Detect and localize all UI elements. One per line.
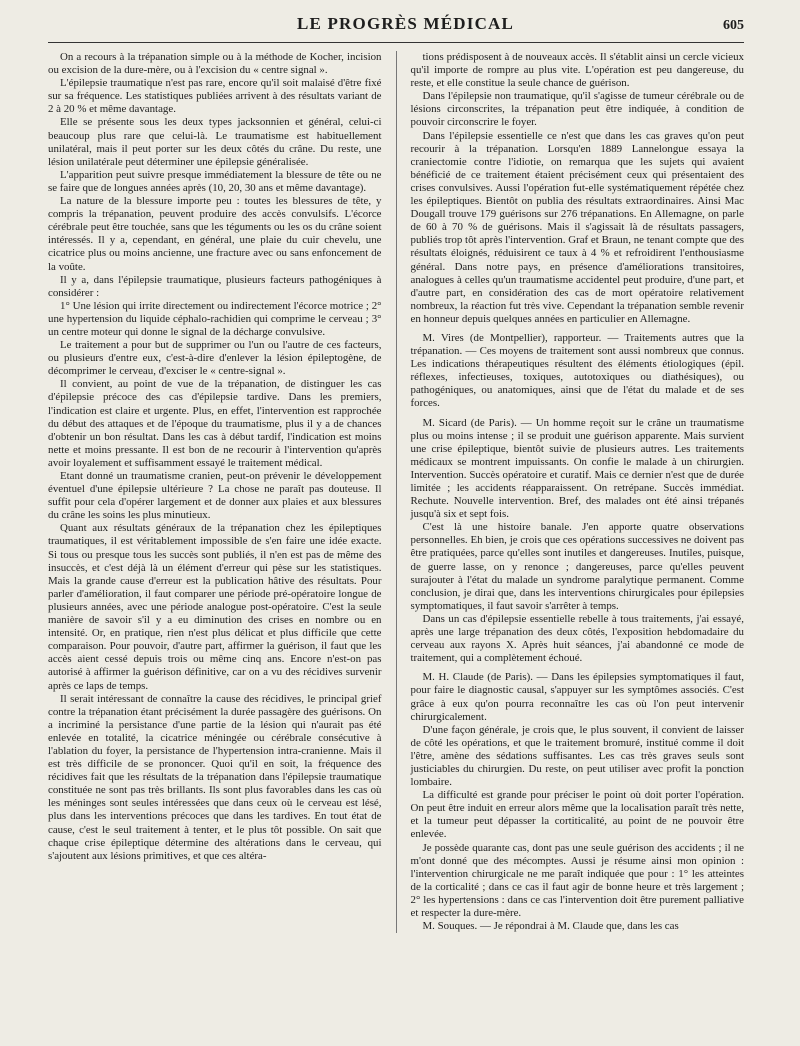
running-header [48, 14, 744, 43]
right-column [411, 51, 745, 933]
paragraph: M. Souques. — Je répondrai à M. Claude que, dans les cas [422, 920, 679, 933]
paragraph: Il serait intéressant de connaître la cause des récidives, le principal grief contre la trépanation étant précisément la durée passagère des guérisons. On a incriminé la persistance d'une partie de la lésion qui n'aurait pas été enlevée en totalité, la cicatrice méningée ou cérébrale consécutive à l'ablation du foyer, la persistance de l'hypertension intra-cranienne. Mais il est très difficile de se prononcer. Quoi qu'il en soit, la fréquence des récidives fait que les résultats de la trépanation dans l'épilepsie traumatique constituée ne sont pas très brillants. Ils sont plus favorables dans les cas où les méninges sont seules intéressées que dans ceux où le cerveau est lésé, plus dans les interventions précoces que dans les tardives. En tout état de cause, c'est le seul traitement à tenter, et le plus tôt possible. On sait que chaque crise épileptique détermine des altérations dans le cerveau, qui s'ajoutent aux lésions primitives, et que ces altéra- [48, 692, 382, 862]
paragraph: Le traitement a pour but de supprimer ou l'un ou l'autre de ces facteurs, ou plusieurs d'entre eux, c'est-à-dire d'enlever la lésion épileptogène, de décomprimer le cerveau, d'exciser le « centre-signal ». [48, 339, 382, 378]
paragraph: tions prédisposent à de nouveaux accès. Il s'établit ainsi un cercle vicieux qu'il importe de rompre au plus vite. L'opération est peu dangereuse, du reste, et elle constitue la seule chance de guérison. [410, 51, 744, 90]
paragraph: Je possède quarante cas, dont pas une seule guérison des accidents ; il ne m'ont donné que des mécomptes. Aussi je résume ainsi mon opinion : l'intervention chirurgicale ne me paraît indiquée que pour : 1° les atteintes de la corticalité ; dans ce cas il faut agir de bonne heure et très largement ; 2° les hypertensions : dans ce cas l'intervention doit être purement palliative et respecter la dure-mère. [410, 841, 744, 919]
paragraph: M. Sicard (de Paris). — Un homme reçoit sur le crâne un traumatisme plus ou moins intense ; il se produit une guérison apparente. Mais survient une crise épileptique, bientôt suivie de plusieurs autres. Les traitements médicaux se montrent impuissants. On confie le malade à un chirurgien. Intervention. Succès opératoire et curatif. Mais ce dernier n'est que de durée limitée ; les accidents réapparaissent. On retrépane. Succès immédiat. Rechute. Nouvelle intervention. Bref, des malades ont été ainsi trépanés jusqu'à six et sept fois. [410, 416, 744, 521]
paragraph: Dans l'épilepsie non traumatique, qu'il s'agisse de tumeur cérébrale ou de lésions circonscrites, la trépanation peut être indiquée, à condition de pouvoir circonscrire le foyer. [410, 90, 744, 129]
paragraph: M. Vires (de Montpellier), rapporteur. — Traitements autres que la trépanation. — Ces moyens de traitement sont aussi nombreux que connus. Les indications thérapeutiques résultent des éléments étiologiques (épil. réflexes, infectieuses, toxiques, autotoxiques ou diathésiques), ou pathogéniques, ou anatomiques, ainsi que de l'état du malade et de ses forces. [410, 331, 744, 410]
paragraph: Quant aux résultats généraux de la trépanation chez les épileptiques traumatiques, il est véritablement impossible de s'en faire une idée exacte. Si tous ou presque tous les succès sont publiés, il n'en est pas de même des insuccès, et c'est déjà là un élément d'erreur qui pèse sur les statistiques. Mais la grande cause d'erreur est la publication hâtive des résultats. Pour parler d'amélioration, il faut comparer une période pré-opératoire longue de plusieurs années, avec une période analogue post-opératoire. C'est la seule manière de savoir s'il y a eu diminution des crises en nombre ou en intensité. Or, en pratique, rien n'est plus délicat et plus difficile que cette comparaison. Pour pouvoir, d'autre part, affirmer la guérison, il faut que les accès aient cessé depuis trois ou même cinq ans. Encore n'est-on pas autorisé à affirmer la guérison définitive, car on a vu des récidives survenir après ce laps de temps. [48, 522, 382, 692]
paragraph: Dans l'épilepsie essentielle ce n'est que dans les cas graves qu'on peut recourir à la trépanation. Lorsqu'en 1889 Lannelongue essaya la craniectomie contre l'idiotie, on remarqua que les sujets qui avaient bénéficié de ce traitement étaient précisément ceux qui présentaient des crises convulsives. Aussi l'opération fut-elle systématiquement répétée chez les épileptiques. Bientôt on publia des résultats extraordinaires. Ainsi Mac Dougall trouve 179 guérisons sur 276 trépanations. En Allemagne, on parle de 60 à 70 % de guérisons. Mais il s'agissait là de résultats passagers, publiés trop tôt après l'intervention. Graf et Braun, ne tenant compte que des résultats éloignés, réduisirent ce taux à 4 % et refroidirent l'enthousiasme général. Dans notre pays, en présence d'améliorations transitoires, analogues à celles qu'un traumatisme accidentel peut produire, d'une part, et d'autre part, en considération des cas de mort opératoire relativement nombreux, la réaction fut très vive. Cependant la trépanation semble revenir en honneur depuis quelques années en particulier en Allemagne. [410, 129, 744, 325]
paragraph: L'épilepsie traumatique n'est pas rare, encore qu'il soit malaisé d'être fixé sur sa fréquence. Les statistiques publiées arrivent à des résultats variant de 2 à 20 % et même davantage. [48, 77, 382, 116]
paragraph: Etant donné un traumatisme cranien, peut-on prévenir le développement éventuel d'une épilepsie ultérieure ? La chose ne paraît pas douteuse. Il suffit pour cela d'opérer largement et de donner aux plaies et aux blessures du crâne les soins les plus minutieux. [48, 470, 382, 522]
paragraph: Il convient, au point de vue de la trépanation, de distinguer les cas d'épilepsie précoce des cas d'épilepsie tardive. Dans les premiers, l'indication est claire et urgente. Plus, en effet, l'intervention est rapprochée du début des attaques et de l'époque du traumatisme, plus il y a de chances d'obtenir un bon résultat. Dans les cas à début tardif, l'indication est moins nette et moins pressante. Il est bon de ne recourir à l'intervention qu'après avoir loyalement et suffisamment essayé le traitement médical. [48, 378, 382, 469]
paragraph: Dans un cas d'épilepsie essentielle rebelle à tous traitements, j'ai essayé, après une large trépanation des deux côtés, l'exposition hebdomadaire du cerveau aux rayons X. Après huit séances, j'ai abandonné ce mode de traitement, qui a complètement échoué. [410, 612, 744, 665]
paragraph: C'est là une histoire banale. J'en apporte quatre observations personnelles. Eh bien, je crois que ces opérations successives ne doivent pas être pratiquées, parce qu'elles sont inutiles et dangereuses. Inutiles, puisque, de guerre lasse, on y renonce ; dangereuses, parce qu'elles peuvent surajouter à l'état du malade un syndrome paralytique permanent. Comme conclusion, je dirai que, dans les interventions chirurgicales pour épilepsies symptomatiques, il faut savoir s'arrêter à temps. [410, 521, 744, 612]
column-divider [396, 51, 397, 933]
paragraph: M. H. Claude (de Paris). — Dans les épilepsies symptomatiques il faut, pour faire le diagnostic causal, s'appuyer sur les symptômes associés. C'est grâce à eux qu'on pourra reconnaître les cas où l'on peut intervenir chirurgicalement. [410, 671, 744, 723]
paragraph: 1° Une lésion qui irrite directement ou indirectement l'écorce motrice ; 2° une hypertension du liquide céphalo-rachidien qui comprime le cerveau ; 3° un centre moteur qui donne le signal de la décharge convulsive. [48, 299, 382, 338]
left-column [48, 51, 382, 933]
paragraph: La nature de la blessure importe peu : toutes les blessures de tête, y compris la trépanation, peuvent produire des accès convulsifs. L'écorce cérébrale peut être touchée, sans que les téguments ou les os du crâne soient intéressés. Il y a, cependant, en général, une plaie du cuir chevelu, une cicatrice plus ou moins ancienne, une fracture avec ou sans enfoncement de la voûte. [48, 195, 382, 273]
page-number: 605 [723, 18, 744, 33]
paragraph: L'apparition peut suivre presque immédiatement la blessure de tête ou ne se faire que de longues années après (10, 20, 30 ans et même davantage). [48, 168, 382, 194]
paragraph: La difficulté est grande pour préciser le point où doit porter l'opération. On peut être induit en erreur alors même que la localisation paraît très nette, et la tumeur peut dépasser la cortiticalité, au point de ne pouvoir être enlevée. [410, 789, 744, 841]
paragraph: Il y a, dans l'épilepsie traumatique, plusieurs facteurs pathogéniques à considérer : [48, 273, 382, 299]
two-column-body [48, 51, 744, 933]
paragraph: On a recours à la trépanation simple ou à la méthode de Kocher, incision ou excision de la dure-mère, ou à l'excision du « centre signal ». [48, 51, 382, 77]
journal-title: LE PROGRÈS MÉDICAL [296, 14, 515, 33]
paragraph: D'une façon générale, je crois que, le plus souvent, il convient de laisser de côté les opérations, et que le traitement bromuré, institué comme il doit l'être, amène des sédations suffisantes. Les cas très graves seuls sont justiciables du chirurgien. Du reste, on peut utiliser avec profit la ponction lombaire. [410, 723, 744, 789]
paragraph: Elle se présente sous les deux types jacksonnien et général, celui-ci beaucoup plus rare que celui-là. Le traumatisme est habituellement unilatéral, mais il peut porter sur les deux côtés du crâne. Du reste, une lésion unilatérale peut déterminer une épilepsie généralisée. [48, 116, 382, 168]
